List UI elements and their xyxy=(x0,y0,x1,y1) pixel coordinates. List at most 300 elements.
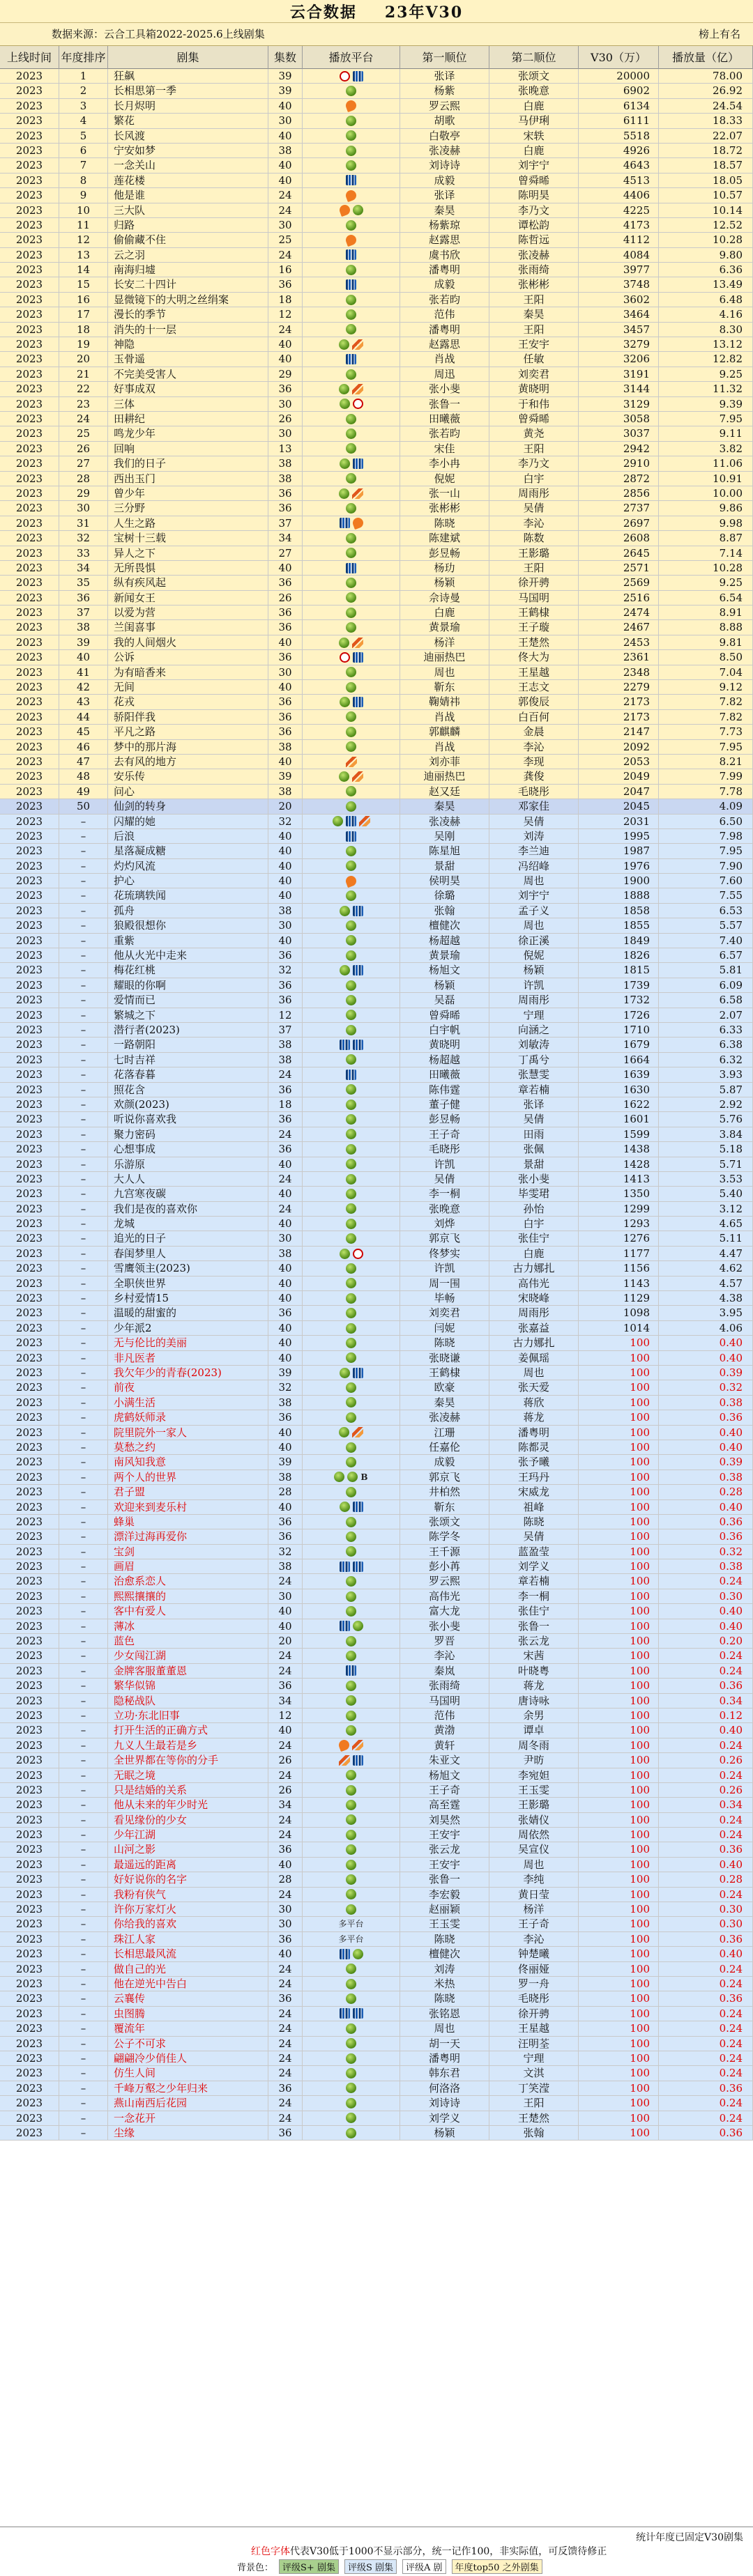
table-row[interactable] xyxy=(0,710,753,725)
table-row[interactable] xyxy=(0,1709,753,1723)
table-row[interactable] xyxy=(0,725,753,739)
row-title: 覆流年 xyxy=(108,2021,268,2035)
mgtv-icon xyxy=(346,757,357,767)
table-row[interactable] xyxy=(0,1694,753,1709)
row-actor1: 白宇帆 xyxy=(400,1023,489,1037)
table-row[interactable] xyxy=(0,501,753,516)
table-row[interactable] xyxy=(0,2096,753,2111)
row-year: 2023 xyxy=(0,2066,59,2080)
table-row[interactable] xyxy=(0,1067,753,1082)
table-row[interactable] xyxy=(0,367,753,382)
row-year: 2023 xyxy=(0,486,59,500)
table-row[interactable] xyxy=(0,1559,753,1574)
table-row[interactable] xyxy=(0,1366,753,1380)
row-v30: 3457 xyxy=(579,323,659,337)
table-row[interactable] xyxy=(0,1664,753,1679)
row-platforms xyxy=(303,323,400,337)
row-year: 2023 xyxy=(0,1709,59,1722)
row-actor2: 叶晓粤 xyxy=(489,1664,579,1678)
table-row[interactable] xyxy=(0,1231,753,1246)
row-title: 好事成双 xyxy=(108,382,268,396)
table-row[interactable] xyxy=(0,1247,753,1261)
table-row[interactable] xyxy=(0,2111,753,2126)
row-title: 狂飙 xyxy=(108,69,268,83)
table-row[interactable] xyxy=(0,188,753,203)
table-row[interactable] xyxy=(0,233,753,247)
tencent-video-icon xyxy=(346,920,356,931)
row-actor2: 古力娜扎 xyxy=(489,1261,579,1275)
row-title: 前夜 xyxy=(108,1380,268,1394)
table-row[interactable] xyxy=(0,1589,753,1604)
table-row[interactable] xyxy=(0,1023,753,1038)
row-platforms xyxy=(303,1336,400,1350)
table-row[interactable] xyxy=(0,129,753,144)
table-row[interactable] xyxy=(0,1440,753,1455)
row-actor1: 陈晓 xyxy=(400,1932,489,1946)
table-row[interactable] xyxy=(0,99,753,114)
row-actor2: 宋轶 xyxy=(489,129,579,143)
row-year: 2023 xyxy=(0,1097,59,1111)
table-row[interactable] xyxy=(0,486,753,501)
row-playcount: 0.24 xyxy=(659,1738,753,1752)
table-row[interactable] xyxy=(0,1515,753,1529)
iqiyi-icon xyxy=(340,1040,350,1050)
row-platforms xyxy=(303,1217,400,1231)
row-v30: 1858 xyxy=(579,904,659,918)
table-row[interactable] xyxy=(0,1038,753,1052)
table-row[interactable] xyxy=(0,1380,753,1395)
table-row[interactable] xyxy=(0,1396,753,1410)
tencent-video-icon xyxy=(346,1576,356,1587)
row-platforms xyxy=(303,129,400,143)
row-v30: 100 xyxy=(579,1917,659,1931)
table-row[interactable] xyxy=(0,1962,753,1977)
row-playcount: 8.21 xyxy=(659,755,753,769)
table-row[interactable] xyxy=(0,426,753,441)
table-row[interactable] xyxy=(0,1083,753,1097)
table-row[interactable] xyxy=(0,1858,753,1872)
table-row[interactable] xyxy=(0,695,753,709)
table-row[interactable] xyxy=(0,1604,753,1619)
row-platforms xyxy=(303,1589,400,1603)
row-episodes: 36 xyxy=(268,576,303,589)
row-episodes: 24 xyxy=(268,188,303,202)
row-playcount: 9.80 xyxy=(659,248,753,262)
table-row[interactable] xyxy=(0,412,753,426)
tencent-video-icon xyxy=(346,578,356,588)
table-row[interactable] xyxy=(0,173,753,188)
row-year: 2023 xyxy=(0,1127,59,1141)
row-v30: 3129 xyxy=(579,397,659,411)
row-rank: 22 xyxy=(59,382,108,396)
row-year: 2023 xyxy=(0,1172,59,1186)
row-episodes: 24 xyxy=(268,2051,303,2065)
table-row[interactable] xyxy=(0,1097,753,1112)
table-row[interactable] xyxy=(0,874,753,888)
row-year: 2023 xyxy=(0,725,59,739)
row-actor1: 杨超越 xyxy=(400,1053,489,1067)
row-rank: 9 xyxy=(59,188,108,202)
table-row[interactable] xyxy=(0,829,753,844)
table-row[interactable] xyxy=(0,740,753,755)
row-actor1: 黄景瑜 xyxy=(400,620,489,634)
row-rank: 32 xyxy=(59,531,108,545)
row-rank: – xyxy=(59,1709,108,1722)
table-row[interactable] xyxy=(0,1902,753,1917)
table-row[interactable] xyxy=(0,1217,753,1231)
row-year: 2023 xyxy=(0,2051,59,2065)
table-row[interactable] xyxy=(0,158,753,173)
tencent-video-icon xyxy=(346,1352,356,1363)
table-row[interactable] xyxy=(0,84,753,98)
table-row[interactable] xyxy=(0,546,753,561)
row-actor1: 周迅 xyxy=(400,367,489,381)
table-row[interactable] xyxy=(0,1977,753,1991)
row-episodes: 36 xyxy=(268,1083,303,1097)
table-row[interactable] xyxy=(0,904,753,918)
table-row[interactable] xyxy=(0,1783,753,1798)
table-row[interactable] xyxy=(0,561,753,576)
col-header-title[interactable]: 剧集 xyxy=(108,46,268,69)
row-episodes: 34 xyxy=(268,1694,303,1708)
table-row[interactable] xyxy=(0,1306,753,1320)
col-header-rank[interactable]: 年度排序 xyxy=(59,46,108,69)
table-row[interactable] xyxy=(0,323,753,337)
table-row[interactable] xyxy=(0,1112,753,1127)
row-title: 去有风的地方 xyxy=(108,755,268,769)
table-row[interactable] xyxy=(0,665,753,680)
row-year: 2023 xyxy=(0,1067,59,1081)
table-row[interactable] xyxy=(0,1277,753,1291)
row-rank: – xyxy=(59,2066,108,2080)
table-row[interactable] xyxy=(0,1813,753,1828)
row-actor1: 侯明昊 xyxy=(400,874,489,888)
table-row[interactable] xyxy=(0,277,753,292)
row-rank: 48 xyxy=(59,769,108,783)
row-year: 2023 xyxy=(0,859,59,873)
row-platforms xyxy=(303,1187,400,1201)
table-row[interactable] xyxy=(0,1798,753,1812)
tencent-video-icon xyxy=(346,1442,356,1453)
table-row[interactable] xyxy=(0,382,753,396)
row-actor2: 蓝盈莹 xyxy=(489,1545,579,1559)
youku-icon xyxy=(344,233,358,247)
row-playcount: 0.30 xyxy=(659,1589,753,1603)
row-episodes: 12 xyxy=(268,1008,303,1022)
row-platforms xyxy=(303,815,400,828)
tencent-video-icon xyxy=(346,786,356,796)
row-playcount: 8.30 xyxy=(659,323,753,337)
col-header-playcount[interactable]: 播放量（亿） xyxy=(659,46,753,69)
table-row[interactable] xyxy=(0,1574,753,1589)
row-playcount: 13.49 xyxy=(659,277,753,291)
col-header-actor1[interactable]: 第一顺位 xyxy=(400,46,489,69)
row-platforms xyxy=(303,785,400,799)
row-platforms xyxy=(303,2051,400,2065)
row-actor2: 邓家佳 xyxy=(489,799,579,813)
table-row[interactable] xyxy=(0,114,753,128)
table-row[interactable] xyxy=(0,888,753,903)
table-row[interactable] xyxy=(0,1947,753,1961)
tencent-video-icon xyxy=(346,711,356,722)
table-row[interactable] xyxy=(0,978,753,993)
table-row[interactable] xyxy=(0,993,753,1008)
col-header-year[interactable]: 上线时间 xyxy=(0,46,59,69)
table-row[interactable] xyxy=(0,1426,753,1440)
table-row[interactable] xyxy=(0,1142,753,1157)
row-rank: – xyxy=(59,874,108,888)
table-row[interactable] xyxy=(0,1619,753,1634)
row-actor1: 黄景瑜 xyxy=(400,948,489,962)
table-row[interactable] xyxy=(0,2066,753,2081)
tencent-video-icon xyxy=(346,1725,356,1736)
table-row[interactable] xyxy=(0,218,753,233)
table-row[interactable] xyxy=(0,1187,753,1201)
row-platforms xyxy=(303,1619,400,1633)
col-header-episodes[interactable]: 集数 xyxy=(268,46,303,69)
row-v30: 1995 xyxy=(579,829,659,843)
table-row[interactable] xyxy=(0,1351,753,1366)
table-row[interactable] xyxy=(0,635,753,650)
row-playcount: 3.93 xyxy=(659,1067,753,1081)
row-actor1: 王千源 xyxy=(400,1545,489,1559)
row-playcount: 7.73 xyxy=(659,725,753,739)
tencent-video-icon xyxy=(346,2068,356,2078)
table-row[interactable] xyxy=(0,1828,753,1842)
table-row[interactable] xyxy=(0,785,753,799)
table-row[interactable] xyxy=(0,1917,753,1931)
table-row[interactable] xyxy=(0,934,753,948)
row-v30: 100 xyxy=(579,1694,659,1708)
row-rank: 31 xyxy=(59,516,108,530)
row-episodes: 32 xyxy=(268,1380,303,1394)
table-row[interactable] xyxy=(0,1455,753,1470)
row-title: 照花含 xyxy=(108,1083,268,1097)
table-row[interactable] xyxy=(0,69,753,84)
table-row[interactable] xyxy=(0,650,753,665)
row-platforms xyxy=(303,978,400,992)
table-row[interactable] xyxy=(0,1336,753,1350)
table-row[interactable] xyxy=(0,531,753,546)
row-v30: 100 xyxy=(579,1619,659,1633)
row-platforms xyxy=(303,516,400,530)
row-year: 2023 xyxy=(0,1500,59,1514)
row-rank: – xyxy=(59,1485,108,1499)
iqiyi-icon xyxy=(346,249,356,260)
table-row[interactable] xyxy=(0,1485,753,1499)
table-row[interactable] xyxy=(0,948,753,963)
table-row[interactable] xyxy=(0,1202,753,1217)
row-platforms xyxy=(303,2037,400,2051)
table-row[interactable] xyxy=(0,1529,753,1544)
row-v30: 2571 xyxy=(579,561,659,575)
table-row[interactable] xyxy=(0,1634,753,1649)
row-playcount: 6.57 xyxy=(659,948,753,962)
row-actor2: 田雨 xyxy=(489,1127,579,1141)
row-platforms xyxy=(303,1097,400,1111)
row-v30: 1276 xyxy=(579,1231,659,1245)
row-platforms xyxy=(303,1277,400,1290)
col-header-platform[interactable]: 播放平台 xyxy=(303,46,400,69)
row-episodes: 36 xyxy=(268,1932,303,1946)
row-platforms xyxy=(303,84,400,98)
table-row[interactable] xyxy=(0,918,753,933)
table-row[interactable] xyxy=(0,144,753,158)
table-row[interactable] xyxy=(0,963,753,978)
row-title: 小满生活 xyxy=(108,1396,268,1410)
table-row[interactable] xyxy=(0,606,753,620)
row-v30: 100 xyxy=(579,2081,659,2095)
table-row[interactable] xyxy=(0,516,753,531)
row-platforms xyxy=(303,1067,400,1081)
tencent-video-icon xyxy=(346,443,356,454)
table-row[interactable] xyxy=(0,2007,753,2021)
row-episodes: 30 xyxy=(268,918,303,932)
table-row[interactable] xyxy=(0,352,753,367)
table-row[interactable] xyxy=(0,620,753,635)
row-actor1: 张若昀 xyxy=(400,293,489,307)
table-row[interactable] xyxy=(0,1723,753,1738)
table-row[interactable] xyxy=(0,2126,753,2141)
row-actor2: 王子璇 xyxy=(489,620,579,634)
table-row[interactable] xyxy=(0,397,753,412)
table-row[interactable] xyxy=(0,1842,753,1857)
tencent-video-icon xyxy=(346,2083,356,2093)
table-row[interactable] xyxy=(0,815,753,829)
row-year: 2023 xyxy=(0,1783,59,1797)
table-row[interactable] xyxy=(0,1888,753,1902)
tencent-video-icon xyxy=(346,1025,356,1035)
row-year: 2023 xyxy=(0,442,59,456)
table-row[interactable] xyxy=(0,1872,753,1887)
row-title: 重紫 xyxy=(108,934,268,948)
table-row[interactable] xyxy=(0,1053,753,1067)
row-episodes: 24 xyxy=(268,2037,303,2051)
row-v30: 1601 xyxy=(579,1112,659,1126)
tencent-video-icon xyxy=(346,1010,356,1020)
table-row[interactable] xyxy=(0,2037,753,2051)
table-row[interactable] xyxy=(0,1261,753,1276)
table-row[interactable] xyxy=(0,1172,753,1187)
col-header-actor2[interactable]: 第二顺位 xyxy=(489,46,579,69)
table-row[interactable] xyxy=(0,1291,753,1306)
table-row[interactable] xyxy=(0,1470,753,1485)
table-row[interactable] xyxy=(0,859,753,874)
table-row[interactable] xyxy=(0,680,753,695)
table-row[interactable] xyxy=(0,1321,753,1336)
iqiyi-icon xyxy=(346,816,356,826)
tencent-video-icon xyxy=(346,667,356,677)
row-actor1: 佘诗曼 xyxy=(400,591,489,605)
row-v30: 2453 xyxy=(579,635,659,649)
row-playcount: 0.24 xyxy=(659,2096,753,2110)
row-rank: 28 xyxy=(59,472,108,486)
row-title: 院里院外一家人 xyxy=(108,1426,268,1440)
table-row[interactable] xyxy=(0,1545,753,1559)
table-row[interactable] xyxy=(0,248,753,263)
table-row[interactable] xyxy=(0,1738,753,1753)
table-row[interactable] xyxy=(0,844,753,858)
row-platforms xyxy=(303,188,400,202)
table-row[interactable] xyxy=(0,307,753,322)
row-episodes: 16 xyxy=(268,263,303,277)
table-row[interactable] xyxy=(0,2021,753,2036)
row-episodes: 38 xyxy=(268,1396,303,1410)
row-actor2: 杨洋 xyxy=(489,1902,579,1916)
table-row[interactable] xyxy=(0,1157,753,1172)
row-rank: 38 xyxy=(59,620,108,634)
row-actor2: 于和伟 xyxy=(489,397,579,411)
table-row[interactable] xyxy=(0,1500,753,1515)
row-v30: 2608 xyxy=(579,531,659,545)
row-episodes: 24 xyxy=(268,1202,303,1216)
table-row[interactable] xyxy=(0,1768,753,1783)
col-header-v30[interactable]: V30（万） xyxy=(579,46,659,69)
row-actor1: 秦昊 xyxy=(400,203,489,217)
table-row[interactable] xyxy=(0,799,753,814)
row-playcount: 3.95 xyxy=(659,1306,753,1320)
row-platforms xyxy=(303,1574,400,1588)
row-v30: 2737 xyxy=(579,501,659,515)
tencent-video-icon xyxy=(346,2098,356,2108)
table-row[interactable] xyxy=(0,1127,753,1142)
row-rank: – xyxy=(59,1157,108,1171)
row-year: 2023 xyxy=(0,307,59,321)
row-platforms xyxy=(303,1247,400,1260)
row-actor1: 鞠婧祎 xyxy=(400,695,489,709)
row-v30: 2361 xyxy=(579,650,659,664)
table-row[interactable] xyxy=(0,472,753,486)
row-actor1: 赵丽颖 xyxy=(400,1902,489,1916)
row-platforms xyxy=(303,1321,400,1335)
row-platforms xyxy=(303,1366,400,1380)
table-row[interactable] xyxy=(0,1932,753,1947)
table-row[interactable] xyxy=(0,769,753,784)
table-row[interactable] xyxy=(0,591,753,606)
tencent-video-icon xyxy=(346,1964,356,1974)
table-row[interactable] xyxy=(0,1649,753,1663)
row-v30: 100 xyxy=(579,1842,659,1856)
table-row[interactable] xyxy=(0,263,753,277)
table-row[interactable] xyxy=(0,337,753,352)
row-platforms xyxy=(303,829,400,843)
table-row[interactable] xyxy=(0,1410,753,1425)
table-row[interactable] xyxy=(0,755,753,769)
table-row[interactable] xyxy=(0,576,753,590)
row-platforms xyxy=(303,263,400,277)
table-row[interactable] xyxy=(0,1679,753,1693)
table-row[interactable] xyxy=(0,1008,753,1023)
row-episodes: 24 xyxy=(268,1067,303,1081)
table-row[interactable] xyxy=(0,1753,753,1768)
cctv-icon xyxy=(353,1249,363,1259)
table-row[interactable] xyxy=(0,1991,753,2006)
row-title: 我粉有侠气 xyxy=(108,1888,268,1902)
table-row[interactable] xyxy=(0,456,753,471)
tencent-video-icon xyxy=(346,2113,356,2123)
row-actor2: 龚俊 xyxy=(489,769,579,783)
row-v30: 1679 xyxy=(579,1038,659,1051)
table-row[interactable] xyxy=(0,2081,753,2096)
table-row[interactable] xyxy=(0,2051,753,2066)
row-year: 2023 xyxy=(0,1515,59,1529)
row-title: 少女闯江湖 xyxy=(108,1649,268,1663)
table-row[interactable] xyxy=(0,442,753,456)
row-platforms xyxy=(303,1023,400,1037)
row-rank: – xyxy=(59,1410,108,1424)
table-row[interactable] xyxy=(0,293,753,307)
table-row[interactable] xyxy=(0,203,753,218)
